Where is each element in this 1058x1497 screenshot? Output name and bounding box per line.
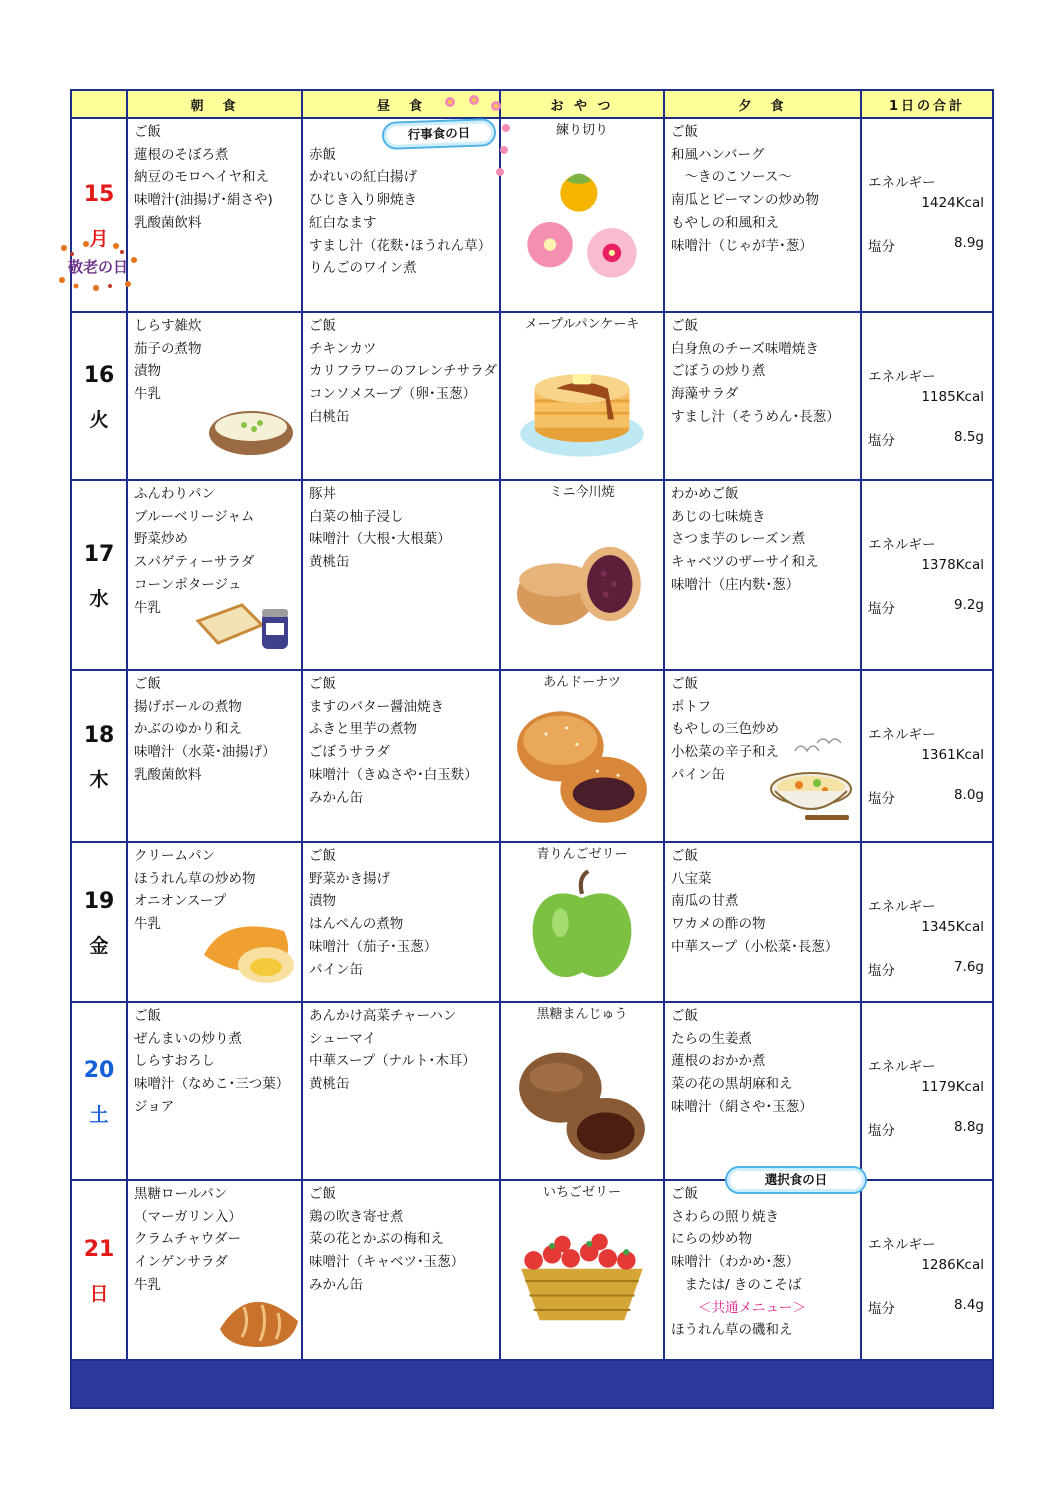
dinner-cell bbox=[664, 118, 861, 312]
lunch-list bbox=[303, 843, 499, 981]
lunch-item: 豚丼 bbox=[309, 486, 336, 502]
day-number: 20 bbox=[83, 1057, 115, 1083]
snack-illustration bbox=[515, 697, 649, 833]
salt-label: 塩分 bbox=[868, 1301, 895, 1317]
dinner-cell bbox=[664, 312, 861, 480]
lunch-item: 黄桃缶 bbox=[309, 1076, 350, 1093]
breakfast-item: クラムチャウダー bbox=[134, 1231, 242, 1248]
snack-cell bbox=[500, 480, 664, 670]
snack-illustration bbox=[515, 145, 649, 303]
dinner-item: もやしの和風和え bbox=[671, 214, 779, 231]
breakfast-list bbox=[128, 313, 301, 406]
salt-value: 8.5g bbox=[953, 429, 984, 445]
snack-cell bbox=[500, 670, 664, 842]
breakfast-item: 牛乳 bbox=[134, 1276, 161, 1293]
dinner-item: ご飯 bbox=[671, 676, 698, 692]
dinner-list bbox=[665, 1003, 860, 1119]
dinner-cell bbox=[664, 480, 861, 670]
breakfast-list bbox=[128, 1003, 301, 1119]
breakfast-item: 蓮根のそぼろ煮 bbox=[134, 146, 229, 163]
lunch-item: ごぼうサラダ bbox=[309, 744, 390, 761]
breakfast-item: ほうれん草の炒め物 bbox=[134, 870, 256, 887]
lunch-item: 野菜かき揚げ bbox=[309, 870, 390, 887]
dinner-item: パイン缶 bbox=[671, 766, 725, 783]
lunch-item: 白桃缶 bbox=[309, 408, 350, 425]
day-number: 19 bbox=[83, 888, 115, 914]
breakfast-item: 揚げボールの煮物 bbox=[134, 698, 242, 715]
breakfast-item: 牛乳 bbox=[134, 386, 161, 403]
breakfast-item: 牛乳 bbox=[134, 916, 161, 933]
header-blank bbox=[71, 90, 127, 118]
dinner-item: 中華スープ（小松菜･長葱） bbox=[671, 938, 839, 955]
day-cell bbox=[71, 842, 127, 1002]
snack-cell bbox=[500, 118, 664, 312]
header-snack: お や つ bbox=[500, 90, 664, 118]
dinner-item: ご飯 bbox=[671, 1008, 698, 1024]
snack-name: いちごゼリー bbox=[542, 1185, 621, 1200]
header-total: 1日の合計 bbox=[861, 90, 993, 118]
lunch-item: ひじき入り卵焼き bbox=[309, 192, 417, 209]
energy-value: 1286Kcal bbox=[921, 1257, 984, 1273]
day-weekday: 日 bbox=[89, 1282, 109, 1305]
breakfast-list bbox=[128, 119, 301, 235]
snack-illustration bbox=[515, 1029, 649, 1171]
lunch-cell bbox=[302, 1180, 500, 1360]
day-row bbox=[71, 842, 993, 1002]
dinner-item: または/ きのこそば bbox=[671, 1276, 802, 1293]
header-lunch: 昼 食 bbox=[302, 90, 500, 118]
breakfast-item: ご飯 bbox=[134, 676, 161, 692]
breakfast-cell bbox=[127, 842, 302, 1002]
dinner-item: 南瓜とピーマンの炒め物 bbox=[671, 192, 819, 209]
dinner-item: わかめご飯 bbox=[671, 486, 739, 502]
salt-label: 塩分 bbox=[868, 963, 895, 979]
snack-cell bbox=[500, 842, 664, 1002]
dinner-item: 和風ハンバーグ bbox=[671, 146, 765, 163]
breakfast-illustration bbox=[206, 399, 296, 459]
dinner-item: 味噌汁（わかめ･葱） bbox=[671, 1254, 800, 1271]
breakfast-item: 納豆のモロヘイヤ和え bbox=[134, 169, 269, 186]
breakfast-cell bbox=[127, 480, 302, 670]
snack-cell bbox=[500, 1180, 664, 1360]
total-cell bbox=[861, 118, 993, 312]
dinner-item: 蓮根のおかか煮 bbox=[671, 1053, 766, 1070]
dinner-list bbox=[665, 843, 860, 959]
day-row bbox=[71, 1002, 993, 1180]
day-cell bbox=[71, 480, 127, 670]
day-number: 15 bbox=[83, 181, 115, 207]
lunch-item: みかん缶 bbox=[309, 789, 363, 806]
breakfast-cell bbox=[127, 118, 302, 312]
dinner-list bbox=[665, 481, 860, 597]
stew-illustration bbox=[765, 735, 857, 827]
snack-name: あんドーナツ bbox=[543, 675, 621, 690]
footer-bar bbox=[71, 1360, 993, 1408]
dinner-cell bbox=[664, 1002, 861, 1180]
lunch-item: 味噌汁（きぬさや･白玉麩） bbox=[309, 766, 478, 783]
bread-jam-icon bbox=[192, 593, 292, 657]
dinner-item: 白身魚のチーズ味噌焼き bbox=[671, 340, 819, 357]
energy-value: 1424Kcal bbox=[921, 195, 984, 211]
dinner-item: 味噌汁（じゃが芋･葱） bbox=[671, 237, 813, 254]
breakfast-item: スパゲティーサラダ bbox=[134, 554, 255, 571]
energy-label: エネルギー bbox=[868, 1237, 936, 1253]
salt-value: 8.9g bbox=[953, 235, 984, 251]
dinner-item: ごぼうの炒り煮 bbox=[671, 363, 766, 380]
dinner-item: ワカメの酢の物 bbox=[671, 916, 766, 933]
dinner-item: ほうれん草の磯和え bbox=[671, 1322, 793, 1339]
lunch-item: 味噌汁（大根･大根葉） bbox=[309, 531, 451, 548]
lunch-item: ご飯 bbox=[309, 318, 336, 334]
lunch-item: ご飯 bbox=[309, 676, 336, 692]
day-row bbox=[71, 118, 993, 312]
choice-day-badge: 選択食の日 bbox=[725, 1166, 867, 1194]
snack-cell bbox=[500, 312, 664, 480]
energy-label: エネルギー bbox=[868, 727, 936, 743]
dinner-item: さつま芋のレーズン煮 bbox=[671, 531, 806, 548]
header-dinner: 夕 食 bbox=[664, 90, 861, 118]
lunch-item: ご飯 bbox=[309, 1186, 336, 1202]
energy-value: 1179Kcal bbox=[921, 1079, 984, 1095]
total-cell bbox=[861, 842, 993, 1002]
dinner-list bbox=[665, 119, 860, 257]
lunch-cell bbox=[302, 670, 500, 842]
lunch-item: シューマイ bbox=[309, 1030, 376, 1047]
breakfast-illustration bbox=[192, 593, 292, 657]
lunch-list bbox=[303, 1003, 499, 1096]
porridge-icon bbox=[206, 399, 296, 459]
lunch-item: ご飯 bbox=[309, 848, 336, 864]
breakfast-item: 漬物 bbox=[134, 363, 161, 380]
salt-value: 7.6g bbox=[953, 959, 984, 975]
dinner-item: にらの炒め物 bbox=[671, 1231, 752, 1248]
snack-illustration bbox=[515, 507, 649, 661]
lunch-item: ますのバター醤油焼き bbox=[309, 698, 444, 715]
dinner-item: 海藻サラダ bbox=[671, 386, 739, 403]
dinner-item: 菜の花の黒胡麻和え bbox=[671, 1076, 793, 1093]
day-cell bbox=[71, 312, 127, 480]
dinner-item: ご飯 bbox=[671, 124, 698, 140]
breakfast-item: 味噌汁（水菜･油揚げ） bbox=[134, 744, 276, 761]
dinner-item: 味噌汁（庄内麩･葱） bbox=[671, 576, 800, 593]
snack-illustration bbox=[515, 339, 649, 471]
energy-label: エネルギー bbox=[868, 899, 936, 915]
lunch-item: 中華スープ（ナルト･木耳） bbox=[309, 1053, 476, 1070]
dinner-item: キャベツのザーサイ和え bbox=[671, 554, 819, 571]
dinner-list bbox=[665, 1181, 860, 1342]
day-number: 16 bbox=[83, 362, 115, 388]
salt-label: 塩分 bbox=[868, 1123, 895, 1139]
snack-cell bbox=[500, 1002, 664, 1180]
salt-label: 塩分 bbox=[868, 239, 895, 255]
day-weekday: 金 bbox=[89, 934, 109, 957]
breakfast-item: しらすおろし bbox=[134, 1053, 215, 1070]
dinner-cell bbox=[664, 1180, 861, 1360]
salt-value: 8.0g bbox=[953, 787, 984, 803]
dinner-item: ～きのこソース～ bbox=[671, 169, 792, 186]
day-cell bbox=[71, 670, 127, 842]
total-cell bbox=[861, 1002, 993, 1180]
energy-value: 1345Kcal bbox=[921, 919, 984, 935]
day-weekday: 水 bbox=[89, 587, 109, 610]
lunch-item: パイン缶 bbox=[309, 961, 363, 978]
dinner-item: 味噌汁（絹さや･玉葱） bbox=[671, 1098, 813, 1115]
snack-name: メープルパンケーキ bbox=[524, 317, 640, 332]
breakfast-item: しらす雑炊 bbox=[134, 318, 202, 334]
breakfast-cell bbox=[127, 1180, 302, 1360]
lunch-item: すまし汁（花麩･ほうれん草） bbox=[309, 237, 492, 254]
salt-label: 塩分 bbox=[868, 433, 895, 449]
breakfast-item: ジョア bbox=[134, 1098, 175, 1115]
respect-aged-decoration bbox=[56, 240, 140, 292]
energy-label: エネルギー bbox=[868, 537, 936, 553]
dinner-item: ご飯 bbox=[671, 318, 698, 334]
breakfast-item: 味噌汁（なめこ･三つ葉） bbox=[134, 1076, 290, 1093]
lunch-item: 白菜の柚子浸し bbox=[309, 508, 404, 525]
breakfast-item: ぜんまいの炒り煮 bbox=[134, 1030, 242, 1047]
breakfast-item: 牛乳 bbox=[134, 599, 161, 616]
dinner-item: 八宝菜 bbox=[671, 870, 712, 887]
salt-value: 8.4g bbox=[953, 1297, 984, 1313]
day-cell bbox=[71, 1002, 127, 1180]
snack-illustration bbox=[515, 869, 649, 993]
breakfast-item: 茄子の煮物 bbox=[134, 340, 202, 357]
day-weekday: 月 bbox=[89, 227, 109, 250]
salt-value: 9.2g bbox=[953, 597, 984, 613]
lunch-item: チキンカツ bbox=[309, 340, 377, 357]
snack-illustration bbox=[515, 1207, 649, 1351]
header-breakfast: 朝 食 bbox=[127, 90, 302, 118]
lunch-item: コンソメスープ（卵･玉葱） bbox=[309, 386, 477, 403]
day-weekday: 火 bbox=[89, 408, 109, 431]
lunch-item: みかん缶 bbox=[309, 1276, 363, 1293]
breakfast-item: ふんわりパン bbox=[134, 486, 215, 502]
breakfast-item: 野菜炒め bbox=[134, 531, 188, 548]
salt-value: 8.8g bbox=[953, 1119, 984, 1135]
energy-value: 1361Kcal bbox=[921, 747, 984, 763]
breakfast-item: ブルーベリージャム bbox=[134, 508, 255, 525]
breakfast-item: クリームパン bbox=[134, 848, 215, 864]
lunch-list bbox=[303, 671, 499, 809]
breakfast-illustration bbox=[200, 915, 300, 985]
lunch-list bbox=[303, 1181, 499, 1297]
day-weekday: 木 bbox=[89, 768, 109, 791]
breakfast-item: 乳酸菌飲料 bbox=[134, 766, 202, 783]
energy-value: 1185Kcal bbox=[921, 389, 984, 405]
lunch-item: あんかけ高菜チャーハン bbox=[309, 1008, 457, 1024]
breakfast-item: インゲンサラダ bbox=[134, 1254, 228, 1271]
snack-name: ミニ今川焼 bbox=[549, 485, 615, 500]
lunch-item: かれいの紅白揚げ bbox=[309, 169, 417, 186]
snack-name: 練り切り bbox=[555, 123, 608, 138]
breakfast-item: ご飯 bbox=[134, 124, 161, 140]
lunch-item: ふきと里芋の煮物 bbox=[309, 721, 417, 738]
flower-icon bbox=[430, 92, 520, 192]
lunch-list bbox=[303, 313, 499, 429]
lunch-cell bbox=[302, 480, 500, 670]
dinner-cell bbox=[664, 842, 861, 1002]
dinner-item: 小松菜の辛子和え bbox=[671, 744, 779, 761]
breakfast-cell bbox=[127, 1002, 302, 1180]
breakfast-item: オニオンスープ bbox=[134, 893, 227, 910]
breakfast-cell bbox=[127, 312, 302, 480]
dinner-item: たらの生姜煮 bbox=[671, 1030, 752, 1047]
snack-name: 青りんごゼリー bbox=[536, 847, 628, 862]
snack-name: 黒糖まんじゅう bbox=[536, 1007, 628, 1022]
day-cell bbox=[71, 1180, 127, 1360]
dinner-item: ご飯 bbox=[671, 1186, 698, 1202]
dinner-item: あじの七味焼き bbox=[671, 508, 766, 525]
lunch-item: りんごのワイン煮 bbox=[309, 260, 417, 277]
lunch-item: カリフラワーのフレンチサラダ bbox=[309, 363, 497, 380]
energy-label: エネルギー bbox=[868, 369, 936, 385]
dinner-item: 南瓜の甘煮 bbox=[671, 893, 739, 910]
day-row bbox=[71, 480, 993, 670]
day-number: 18 bbox=[83, 722, 115, 748]
day-number: 17 bbox=[83, 541, 115, 567]
day-weekday: 土 bbox=[89, 1103, 109, 1126]
roll-bread-icon bbox=[214, 1289, 304, 1353]
total-cell bbox=[861, 480, 993, 670]
breakfast-item: 乳酸菌飲料 bbox=[134, 214, 202, 231]
dinner-item: もやしの三色炒め bbox=[671, 721, 779, 738]
breakfast-item: コーンポタージュ bbox=[134, 576, 242, 593]
total-cell bbox=[861, 312, 993, 480]
dinner-item: すまし汁（そうめん･長葱） bbox=[671, 408, 840, 425]
breakfast-item: （マーガリン入） bbox=[134, 1208, 242, 1225]
event-day-badge: 行事食の日 bbox=[382, 118, 497, 150]
flower-decoration bbox=[430, 92, 520, 192]
dinner-item: さわらの照り焼き bbox=[671, 1208, 779, 1225]
breakfast-item: 黒糖ロールパン bbox=[134, 1186, 228, 1202]
breakfast-item: 味噌汁(油揚げ･絹さや) bbox=[134, 192, 273, 209]
lunch-item: 味噌汁（キャベツ･玉葱） bbox=[309, 1254, 465, 1271]
respect-aged-label: 敬老の日 bbox=[68, 258, 129, 276]
lunch-cell bbox=[302, 842, 500, 1002]
cream-bun-icon bbox=[200, 915, 300, 985]
breakfast-list bbox=[128, 1181, 301, 1297]
lunch-item: 鶏の吹き寄せ煮 bbox=[309, 1208, 404, 1225]
breakfast-list bbox=[128, 671, 301, 787]
total-cell bbox=[861, 1180, 993, 1360]
energy-label: エネルギー bbox=[868, 1059, 936, 1075]
energy-label: エネルギー bbox=[868, 175, 936, 191]
dinner-list bbox=[665, 313, 860, 429]
lunch-list bbox=[303, 481, 499, 574]
day-row bbox=[71, 312, 993, 480]
dinner-item: ＜共通メニュー＞ bbox=[671, 1299, 806, 1316]
dinner-item: ポトフ bbox=[671, 698, 712, 715]
breakfast-cell bbox=[127, 670, 302, 842]
breakfast-item: ご飯 bbox=[134, 1008, 161, 1024]
lunch-item: 紅白なます bbox=[309, 214, 377, 231]
salt-label: 塩分 bbox=[868, 601, 895, 617]
footer-row bbox=[71, 1360, 993, 1408]
salt-label: 塩分 bbox=[868, 791, 895, 807]
lunch-item: 菜の花とかぶの梅和え bbox=[309, 1231, 444, 1248]
stew-bowl-icon bbox=[765, 735, 857, 827]
lunch-cell bbox=[302, 312, 500, 480]
lunch-item: 赤飯 bbox=[309, 146, 336, 163]
breakfast-item: かぶのゆかり和え bbox=[134, 721, 242, 738]
lunch-item: はんぺんの煮物 bbox=[309, 916, 404, 933]
header-row bbox=[71, 90, 993, 118]
lunch-cell bbox=[302, 1002, 500, 1180]
day-row bbox=[71, 1180, 993, 1360]
breakfast-illustration bbox=[214, 1289, 304, 1353]
total-cell bbox=[861, 670, 993, 842]
lunch-item: 黄桃缶 bbox=[309, 554, 350, 571]
lunch-item: 味噌汁（茄子･玉葱） bbox=[309, 938, 438, 955]
energy-value: 1378Kcal bbox=[921, 557, 984, 573]
lunch-item: 漬物 bbox=[309, 893, 336, 910]
dinner-item: ご飯 bbox=[671, 848, 698, 864]
day-number: 21 bbox=[83, 1236, 115, 1262]
